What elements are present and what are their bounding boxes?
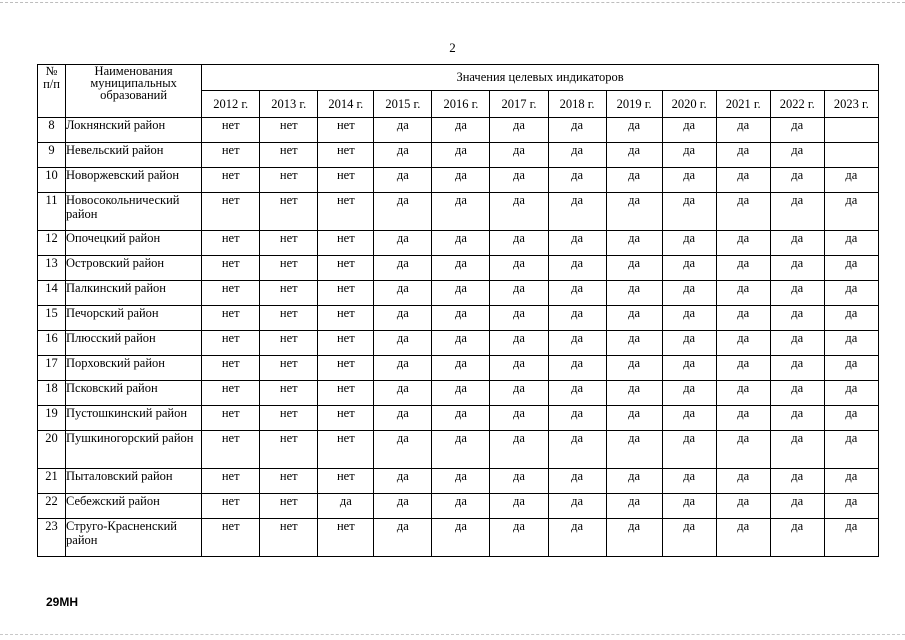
indicator-value [824,118,878,143]
table-row [38,231,879,256]
municipality-name: Пыталовский район [66,469,202,494]
indicator-value: да [490,306,548,331]
header-row-top [38,65,879,91]
indicator-value: нет [202,519,260,557]
indicator-value: нет [202,431,260,469]
indicator-value: нет [318,193,374,231]
municipality-name: Палкинский район [66,281,202,306]
indicator-value: нет [202,168,260,193]
indicator-value: да [824,231,878,256]
indicator-value: нет [202,331,260,356]
indicator-value: да [716,168,770,193]
indicator-value: да [770,143,824,168]
indicator-value: да [548,469,606,494]
indicator-value: да [374,168,432,193]
indicator-value: нет [202,256,260,281]
indicator-value: да [490,193,548,231]
indicator-value: да [432,406,490,431]
indicator-value: нет [260,494,318,519]
indicator-value: да [374,494,432,519]
indicator-value: да [432,381,490,406]
indicator-value: да [716,331,770,356]
table-header [38,65,879,118]
indicator-value: нет [202,193,260,231]
table-row [38,281,879,306]
indicator-value: да [432,306,490,331]
indicator-value: да [824,168,878,193]
indicator-value: да [662,431,716,469]
indicator-value: да [318,494,374,519]
row-number: 12 [38,231,66,256]
indicator-value: нет [202,281,260,306]
table-row [38,519,879,557]
table-row [38,469,879,494]
indicator-value: да [662,406,716,431]
indicator-value: да [374,193,432,231]
indicator-value: да [662,306,716,331]
year-header: 2017 г. [490,91,548,118]
indicator-value: да [824,281,878,306]
indicator-value: нет [318,431,374,469]
indicator-value: да [490,118,548,143]
indicator-value: да [606,168,662,193]
row-number: 13 [38,256,66,281]
indicator-value: да [548,494,606,519]
indicator-value: да [824,356,878,381]
municipality-name: Новосокольнический район [66,193,202,231]
indicator-value: да [662,231,716,256]
indicator-value: да [716,281,770,306]
year-header: 2013 г. [260,91,318,118]
indicator-value: да [548,356,606,381]
indicator-value: да [716,356,770,381]
indicator-value: да [490,281,548,306]
indicator-value: да [770,356,824,381]
indicator-value: да [662,118,716,143]
indicator-value: да [432,356,490,381]
year-header: 2021 г. [716,91,770,118]
indicator-value: нет [260,406,318,431]
year-header: 2019 г. [606,91,662,118]
page-number: 2 [449,40,456,55]
row-number: 11 [38,193,66,231]
indicator-value: нет [318,469,374,494]
indicator-value: нет [202,381,260,406]
indicator-value: нет [318,519,374,557]
indicator-value: нет [260,431,318,469]
table-row [38,381,879,406]
indicator-value: да [824,469,878,494]
indicator-value: да [374,281,432,306]
indicator-value: нет [318,231,374,256]
indicator-value: нет [260,168,318,193]
indicator-value: да [432,281,490,306]
indicator-value: да [548,381,606,406]
indicator-value: нет [260,469,318,494]
municipality-name: Струго-Красненский район [66,519,202,557]
indicator-value: да [490,256,548,281]
indicator-value: да [770,168,824,193]
table-row [38,494,879,519]
indicator-value: да [716,143,770,168]
indicator-value: да [770,231,824,256]
row-number: 23 [38,519,66,557]
indicator-value: да [374,406,432,431]
row-number: 15 [38,306,66,331]
indicator-value: да [490,431,548,469]
indicator-value: нет [260,281,318,306]
indicator-value: нет [202,231,260,256]
indicator-value: да [606,519,662,557]
indicator-value: да [548,281,606,306]
indicator-value: да [770,118,824,143]
row-number: 18 [38,381,66,406]
row-number: 17 [38,356,66,381]
indicator-value: да [824,256,878,281]
indicator-value: да [432,494,490,519]
indicator-value: да [374,256,432,281]
indicator-value: да [824,519,878,557]
indicator-value: нет [260,118,318,143]
table-body [38,118,879,557]
indicator-value: да [490,494,548,519]
municipality-name: Локнянский район [66,118,202,143]
indicator-value: да [606,256,662,281]
municipality-name: Пушкиногорский район [66,431,202,469]
indicator-value: да [824,331,878,356]
municipality-name: Себежский район [66,494,202,519]
column-header-number [38,65,66,118]
indicator-value: да [548,118,606,143]
indicator-value: да [490,143,548,168]
indicator-value: да [548,168,606,193]
indicator-value: да [548,306,606,331]
indicator-value: нет [260,143,318,168]
table-row [38,406,879,431]
year-header: 2022 г. [770,91,824,118]
indicator-value: да [662,168,716,193]
indicator-value: да [606,431,662,469]
indicator-value: да [606,356,662,381]
indicator-value: да [662,356,716,381]
indicator-value: нет [260,256,318,281]
indicator-value: да [662,193,716,231]
indicator-value: да [606,469,662,494]
indicator-value: да [490,331,548,356]
indicator-value: нет [318,281,374,306]
indicator-value: да [432,193,490,231]
indicator-value: да [770,519,824,557]
indicator-value: да [662,331,716,356]
indicator-value: да [374,381,432,406]
row-number: 22 [38,494,66,519]
table-row [38,331,879,356]
indicator-value: нет [318,256,374,281]
indicator-value: да [432,256,490,281]
indicator-value: да [770,494,824,519]
indicator-value: нет [202,406,260,431]
indicator-value: да [374,118,432,143]
indicator-value: да [824,431,878,469]
indicator-value: да [824,494,878,519]
indicator-value: да [662,519,716,557]
municipality-name: Псковский район [66,381,202,406]
row-number: 20 [38,431,66,469]
indicator-value: да [432,143,490,168]
indicator-value: да [662,281,716,306]
indicator-value: нет [318,331,374,356]
indicator-value: да [548,231,606,256]
indicator-value: да [606,306,662,331]
indicator-value: да [374,306,432,331]
indicator-value: да [716,118,770,143]
indicator-value: да [770,381,824,406]
municipality-name: Островский район [66,256,202,281]
indicator-value: да [548,256,606,281]
year-header: 2014 г. [318,91,374,118]
indicator-value: да [716,519,770,557]
indicator-value: да [548,519,606,557]
scan-edge-top [0,2,905,3]
indicator-value: нет [318,306,374,331]
indicator-value: да [548,143,606,168]
indicator-value: нет [318,143,374,168]
row-number: 10 [38,168,66,193]
year-header: 2015 г. [374,91,432,118]
indicator-value: да [716,381,770,406]
indicator-value: нет [202,118,260,143]
row-number: 16 [38,331,66,356]
indicator-value: да [662,256,716,281]
municipality-name: Невельский район [66,143,202,168]
indicator-value: да [770,256,824,281]
table-row [38,168,879,193]
row-number: 8 [38,118,66,143]
indicator-value: да [606,118,662,143]
indicator-value: да [606,381,662,406]
indicator-value: да [548,431,606,469]
indicator-value: нет [202,306,260,331]
indicator-value: да [432,231,490,256]
indicator-value: да [374,231,432,256]
indicator-value: да [490,168,548,193]
municipality-name: Печорский район [66,306,202,331]
municipality-name: Пустошкинский район [66,406,202,431]
indicator-value: нет [318,168,374,193]
indicator-value: нет [202,494,260,519]
indicator-value: нет [318,118,374,143]
indicator-value: нет [260,356,318,381]
column-header-number-text: № п/п [43,64,60,91]
indicator-value: нет [260,231,318,256]
indicator-value: да [490,469,548,494]
indicator-value: да [548,193,606,231]
scan-edge-bottom [0,634,905,635]
municipality-name: Опочецкий район [66,231,202,256]
indicator-value: да [432,431,490,469]
indicator-value: да [662,381,716,406]
indicators-table [37,64,879,557]
indicator-value: да [374,519,432,557]
indicator-value: да [824,193,878,231]
indicator-value: нет [260,381,318,406]
indicator-value: да [824,381,878,406]
indicator-value: нет [318,381,374,406]
indicator-value: нет [318,406,374,431]
indicator-value: да [606,406,662,431]
indicator-value: да [662,143,716,168]
table-row [38,256,879,281]
indicator-value: да [374,469,432,494]
indicator-value: да [716,469,770,494]
municipality-name: Порховский район [66,356,202,381]
indicator-value: нет [260,306,318,331]
indicator-value: да [770,406,824,431]
indicator-value: да [606,331,662,356]
indicator-value: да [490,381,548,406]
indicator-value: нет [202,469,260,494]
indicator-value: нет [318,356,374,381]
indicator-value: нет [260,331,318,356]
indicator-value: да [490,519,548,557]
indicator-value: да [374,331,432,356]
row-number: 21 [38,469,66,494]
indicator-value: да [716,231,770,256]
municipality-name: Плюсский район [66,331,202,356]
indicator-value: да [548,331,606,356]
indicator-value: да [548,406,606,431]
table-row [38,193,879,231]
indicator-value: да [606,143,662,168]
indicator-value: да [432,519,490,557]
indicator-value: да [716,494,770,519]
table-row [38,143,879,168]
indicator-value: нет [260,193,318,231]
year-header: 2012 г. [202,91,260,118]
table-row [38,118,879,143]
indicator-value: да [716,306,770,331]
indicator-value: да [374,143,432,168]
indicator-value: нет [260,519,318,557]
table-row [38,431,879,469]
indicator-value: да [824,406,878,431]
indicator-value: да [432,168,490,193]
column-header-values: Значения целевых индикаторов [202,65,879,91]
year-header: 2018 г. [548,91,606,118]
year-header: 2020 г. [662,91,716,118]
indicator-value: да [716,256,770,281]
indicator-value: да [770,306,824,331]
municipality-name: Новоржевский район [66,168,202,193]
column-header-name: Наименования муниципальных образований [66,65,202,118]
indicator-value: да [606,193,662,231]
indicator-value: да [662,469,716,494]
indicator-value: нет [202,356,260,381]
indicator-value: да [716,193,770,231]
indicator-value: да [770,193,824,231]
indicator-value: да [374,356,432,381]
indicator-value: да [824,306,878,331]
indicator-value: да [374,431,432,469]
indicator-value: да [716,406,770,431]
indicator-value: нет [202,143,260,168]
table-row [38,356,879,381]
indicator-value: да [716,431,770,469]
indicator-value: да [606,494,662,519]
year-header: 2016 г. [432,91,490,118]
indicator-value: да [662,494,716,519]
footer-document-code: 29МН [46,595,79,609]
indicator-value: да [770,281,824,306]
year-header: 2023 г. [824,91,878,118]
indicator-value: да [490,231,548,256]
indicator-value: да [770,431,824,469]
indicator-value: да [432,331,490,356]
indicator-value: да [606,231,662,256]
row-number: 19 [38,406,66,431]
row-number: 9 [38,143,66,168]
indicator-value: да [770,469,824,494]
indicator-value: да [432,469,490,494]
indicator-value [824,143,878,168]
indicator-value: да [606,281,662,306]
indicator-value: да [432,118,490,143]
indicator-value: да [490,356,548,381]
row-number: 14 [38,281,66,306]
indicator-value: да [490,406,548,431]
table-row [38,306,879,331]
indicator-value: да [770,331,824,356]
